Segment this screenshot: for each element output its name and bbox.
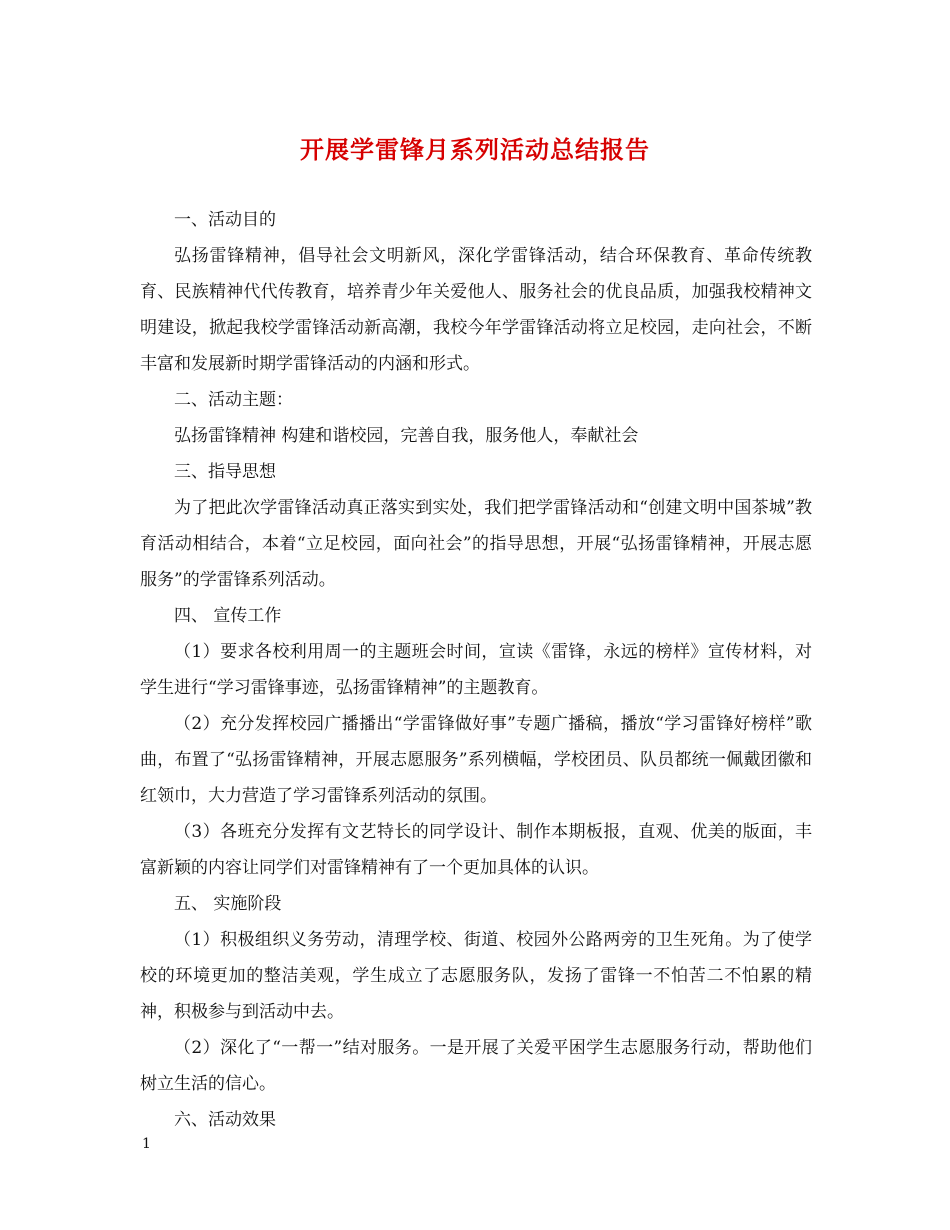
- heading-implementation: 五、 实施阶段: [174, 894, 282, 914]
- document-body: [140, 202, 812, 1138]
- document-title: 开展学雷锋月系列活动总结报告: [300, 135, 650, 164]
- page-number: 1: [142, 1136, 151, 1152]
- paragraph-guiding-idea: 为了把此次学雷锋活动真正落实到实处，我们把学雷锋活动和“创建文明中国茶城”教育活动相结合，本着“立足校园，面向社会”的指导思想，开展“弘扬雷锋精神，开展志愿服务”的学雷锋系列活动。: [140, 498, 812, 590]
- paragraph-publicity-1: （1）要求各校利用周一的主题班会时间，宣读《雷锋，永远的榜样》宣传材料，对学生进行“学习雷锋事迹，弘扬雷锋精神”的主题教育。: [140, 642, 812, 698]
- heading-purpose: 一、活动目的: [174, 210, 276, 230]
- heading-theme: 二、活动主题：: [174, 390, 293, 410]
- paragraph-purpose: 弘扬雷锋精神，倡导社会文明新风，深化学雷锋活动，结合环保教育、革命传统教育、民族精神代代传教育，培养青少年关爱他人、服务社会的优良品质，加强我校精神文明建设，掀起我校学雷锋活动新高潮，我校今年学雷锋活动将立足校园，走向社会，不断丰富和发展新时期学雷锋活动的内涵和形式。: [140, 246, 812, 374]
- paragraph-publicity-2: （2）充分发挥校园广播播出“学雷锋做好事”专题广播稿，播放“学习雷锋好榜样”歌曲，布置了“弘扬雷锋精神，开展志愿服务”系列横幅，学校团员、队员都统一佩戴团徽和红领巾，大力营造了学习雷锋系列活动的氛围。: [140, 714, 812, 806]
- heading-guiding-idea: 三、指导思想: [174, 462, 276, 482]
- paragraph-implementation-1: （1）积极组织义务劳动，清理学校、街道、校园外公路两旁的卫生死角。为了使学校的环境更加的整洁美观，学生成立了志愿服务队，发扬了雷锋一不怕苦二不怕累的精神，积极参与到活动中去。: [140, 930, 812, 1022]
- heading-effects: 六、活动效果: [174, 1110, 276, 1130]
- paragraph-implementation-2: （2）深化了“一帮一”结对服务。一是开展了关爱平困学生志愿服务行动，帮助他们树立生活的信心。: [140, 1038, 812, 1094]
- paragraph-theme: 弘扬雷锋精神 构建和谐校园，完善自我，服务他人，奉献社会: [174, 426, 639, 446]
- paragraph-publicity-3: （3）各班充分发挥有文艺特长的同学设计、制作本期板报，直观、优美的版面，丰富新颖的内容让同学们对雷锋精神有了一个更加具体的认识。: [140, 822, 812, 878]
- heading-publicity: 四、 宣传工作: [174, 606, 282, 626]
